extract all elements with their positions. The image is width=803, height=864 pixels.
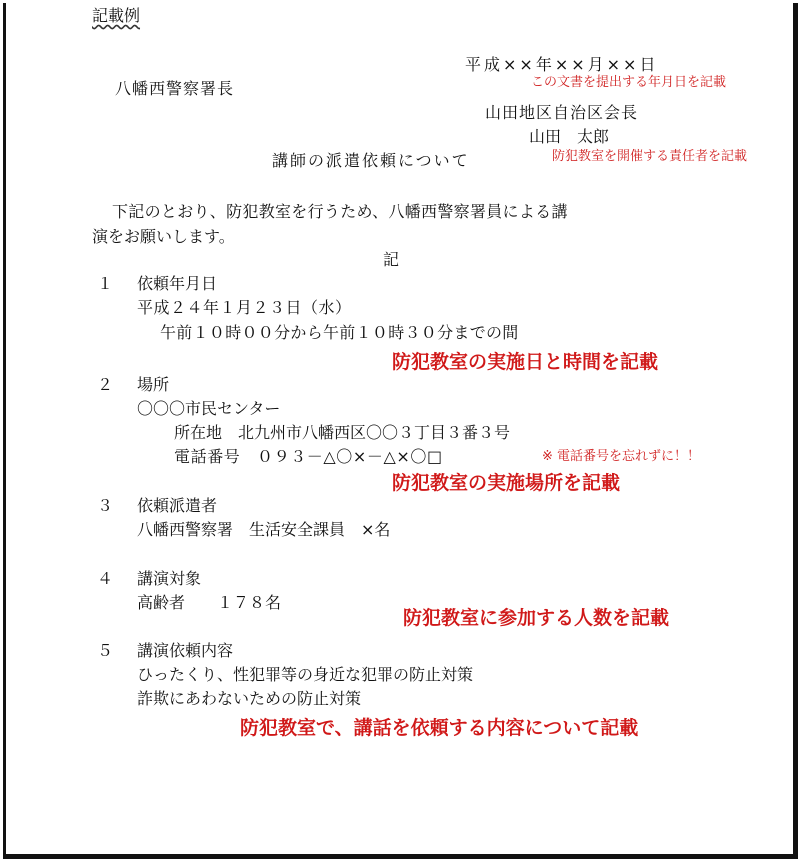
sender-organization: 山田地区自治区会長 <box>485 103 639 122</box>
item-annotation: 防犯教室の実施日と時間を記載 <box>392 351 659 373</box>
item-number: ３ <box>97 496 114 515</box>
phone-annotation: ※ 電話番号を忘れずに！！ <box>542 449 701 464</box>
item-annotation: 防犯教室で、講話を依頼する内容について記載 <box>240 717 639 739</box>
date-annotation: この文書を提出する年月日を記載 <box>531 75 727 90</box>
item-heading: 依頼派遣者 <box>137 496 218 515</box>
sample-label: 記載例 <box>92 6 141 25</box>
item-annotation: 防犯教室に参加する人数を記載 <box>403 607 670 629</box>
sender-annotation: 防犯教室を開催する責任者を記載 <box>552 149 748 164</box>
ki-heading: 記 <box>383 250 400 269</box>
addressee: 八幡西警察署長 <box>115 79 235 98</box>
item-number: ２ <box>97 375 114 394</box>
document-date: 平成××年××月××日 <box>465 55 659 74</box>
item-line: 所在地 北九州市八幡西区〇〇３丁目３番３号 <box>174 423 511 442</box>
item-line: 八幡西警察署 生活安全課員 ×名 <box>137 520 391 539</box>
document-title: 講師の派遣依頼について <box>272 151 470 170</box>
item-line: 平成２４年１月２３日（水） <box>137 298 352 317</box>
item-heading: 依頼年月日 <box>137 274 218 293</box>
item-line: ひったくり、性犯罪等の身近な犯罪の防止対策 <box>137 665 474 684</box>
item-number: ４ <box>97 569 114 588</box>
item-line: 電話番号 ０９３－△〇×－△×〇□ <box>174 447 443 466</box>
item-line: 午前１０時００分から午前１０時３０分までの間 <box>160 323 519 342</box>
body-text-line-2: 演をお願いします。 <box>92 227 235 246</box>
item-number: ５ <box>97 641 114 660</box>
item-line: 〇〇〇市民センター <box>137 399 281 418</box>
body-text-line-1: 下記のとおり、防犯教室を行うため、八幡西警察署員による講 <box>112 202 568 221</box>
item-line: 詐欺にあわないための防止対策 <box>137 689 362 708</box>
item-annotation: 防犯教室の実施場所を記載 <box>392 472 621 494</box>
item-heading: 講演対象 <box>137 569 202 588</box>
item-number: １ <box>97 274 114 293</box>
sender-name: 山田 太郎 <box>529 127 610 146</box>
item-line: 高齢者 １７８名 <box>137 593 282 612</box>
item-heading: 場所 <box>137 375 170 394</box>
item-heading: 講演依頼内容 <box>137 641 234 660</box>
